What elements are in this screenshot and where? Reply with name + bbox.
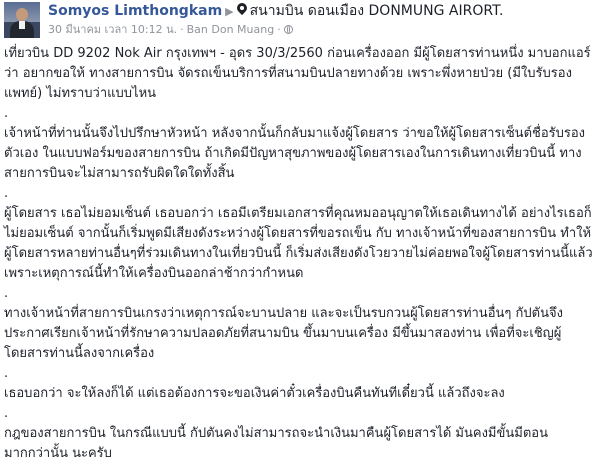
at-arrow-icon: ▶ — [225, 5, 234, 18]
post-timestamp-link[interactable]: 30 มีนาคม เวลา 10:12 น. — [48, 23, 178, 36]
meta-separator-dot: · — [277, 23, 281, 36]
post-meta — [48, 23, 296, 37]
paragraph-separator: . — [4, 186, 9, 201]
checkin-place-link[interactable]: สนามบิน ดอนเมือง DONMUNG AIRORT. — [249, 3, 504, 19]
post-paragraph: กฎของสายการบิน ในกรณีแบบนี้ กัปตันคงไม่สามารถจะนำเงินมาคืนผู้โดยสารได้ มันคงมีขั้นมีตอนมากกว่านั้น นะครับ — [4, 426, 548, 461]
post-paragraph: เธอบอกว่า จะให้ลงก็ได้ แต่เธอต้องการจะขอเงินค่าตั๋วเครื่องบินคืนทันทีเดี๋ยวนี้ แล้วถึงจะลง — [4, 386, 505, 401]
author-avatar[interactable] — [4, 2, 40, 38]
post-body — [4, 44, 594, 464]
paragraph-separator: . — [4, 366, 9, 381]
meta-separator-dot: · — [180, 23, 184, 36]
paragraph-separator: . — [4, 106, 9, 121]
post-paragraph: ผู้โดยสาร เธอไม่ยอมเซ็นต์ เธอบอกว่า เธอมีเตรียมเอกสารที่คุณหมออนุญาตให้เธอเดินทางได้ อย่างไรเธอก็ไม่ยอมเซ็นต์ จากนั้นก็เริ่มพูดมีเสียงดังระหว่างผู้โดยสารที่ขอรถเข็น กับ ทางเจ้าหน้าที่ของสายการบิน ทำให้ผู้โดยสารหลายท่านอื่นๆที่ร่วมเดินทางในเที่ยวบินนี้ ก็เริ่มส่งเสียงดังโวยวายไม่ค่อยพอใจผู้โดยสารท่านนี้แล้ว เพราะเหตุการณ์นี้ทำให้เครื่องบินออกล่าช้ากว่ากำหนด — [4, 206, 593, 281]
post-paragraph: เจ้าหน้าที่ท่านนั้นจึงไปปรึกษาหัวหน้า หลังจากนั้นก็กลับมาแจ้งผู้โดยสาร ว่าขอให้ผู้โดยสารเซ็นต์ชื่อรับรองตัวเอง ในแบบฟอร์มของสายการบิน ถ้าเกิดมีปัญหาสุขภาพของผู้โดยสารเองในการเดินทางเที่ยวบินนี้ ทางสายการบินจะไม่สามารถรับผิดใดใดทั้งสิ้น — [4, 126, 586, 181]
paragraph-separator: . — [4, 286, 9, 301]
privacy-public-globe-icon[interactable] — [284, 25, 293, 34]
paragraph-separator: . — [4, 406, 9, 421]
location-pin-icon — [237, 3, 247, 16]
post-header — [4, 2, 594, 38]
post-location-link[interactable]: Ban Don Muang — [186, 23, 275, 36]
post-title-line — [48, 3, 503, 20]
author-name-link[interactable]: Somyos Limthongkam — [48, 3, 223, 19]
post-paragraph: ทางเจ้าหน้าที่สายการบินเกรงว่าเหตุการณ์จะบานปลาย และจะเป็นรบกวนผู้โดยสารท่านอื่นๆ กัปตันจึงประกาศเรียกเจ้าหน้าที่รักษาความปลอดภัยที่สนามบิน ขึ้นมาบนเครื่อง มีขึ้นมาสองท่าน เพื่อที่จะเชิญผู้โดยสารท่านนี้ลงจากเครื่อง — [4, 306, 563, 361]
post-paragraph: เที่ยวบิน DD 9202 Nok Air กรุงเทพฯ - อุดร 30/3/2560 ก่อนเครื่องออก มีผู้โดยสารท่านหนึ่ง มาบอกแอร์ว่า อยากขอให้ ทางสายการบิน จัดรถเข็นบริการที่สนามบินปลายทางด้วย เพราะพึ่งหายป่วย (มีใบรับรองแพทย์) ไม่ทราบว่าแบบไหน — [4, 46, 591, 101]
